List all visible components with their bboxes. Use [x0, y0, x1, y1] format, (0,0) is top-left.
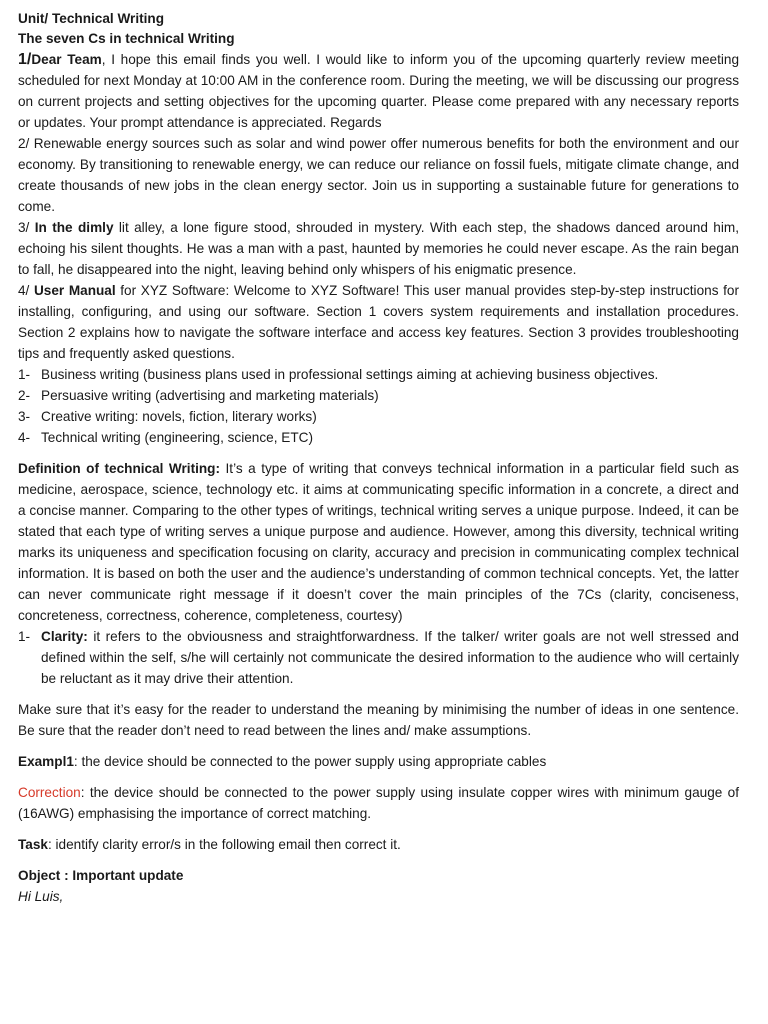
list-number: 2-	[18, 388, 31, 403]
list-text: Persuasive writing (advertising and marketing materials)	[41, 388, 379, 403]
principles-list	[18, 626, 739, 689]
example-number: 1/	[18, 51, 32, 68]
task-text: : identify clarity error/s in the following email then correct it.	[47, 837, 401, 852]
list-item	[18, 364, 739, 385]
email-object	[18, 865, 739, 886]
clarity-label: Clarity:	[41, 629, 88, 644]
example-lead: In the dimly	[34, 220, 114, 235]
example-text: , I hope this email finds you well. I would like to inform you of the upcoming quarterly review meeting scheduled for next Monday at 10:00 AM in the conference room. During the meeting, we will be discussing our progress on current projects and setting objectives for the upcoming quarter. Please come prepared with any necessary reports or updates. Your prompt attendance is appreciated. Regards	[18, 52, 740, 130]
email-object-text: Object : Important update	[18, 868, 184, 883]
list-item	[18, 427, 739, 448]
subtitle: The seven Cs in technical Writing	[18, 31, 235, 46]
correction-paragraph	[18, 782, 739, 824]
writing-types-list	[18, 364, 739, 448]
example-text: Renewable energy sources such as solar and wind power offer numerous benefits for both the environment and our economy. By transitioning to renewable energy, we can reduce our reliance on fossil fuels, mitigate climate change, and create thousands of new jobs in the clean energy sector. Join us in supporting a sustainable future for generations to come.	[18, 136, 739, 214]
example1-text: : the device should be connected to the power supply using appropriate cables	[73, 754, 547, 769]
list-item	[18, 406, 739, 427]
correction-text: : the device should be connected to the power supply using insulate copper wires with minimum gauge of (16AWG) emphasising the importance of correct matching.	[18, 785, 739, 821]
list-number: 1-	[18, 367, 31, 382]
list-item-clarity	[18, 626, 739, 689]
example-number: 4/	[18, 283, 34, 298]
example-lead: Dear Team	[31, 52, 102, 67]
example-paragraph-1	[18, 49, 739, 133]
example-number: 3/	[18, 220, 35, 235]
correction-label: Correction	[18, 785, 81, 800]
list-text: Technical writing (engineering, science, ETC)	[41, 430, 313, 445]
unit-title: Unit/ Technical Writing	[18, 11, 165, 26]
clarity-text: it refers to the obviousness and straightforwardness. If the talker/ writer goals are not well stressed and defined within the self, s/he will certainly not communicate the desired information to the audience who will certainly be reluctant as it may drive their attention.	[41, 629, 739, 686]
example-lead: User Manual	[33, 283, 116, 298]
advice-paragraph: Make sure that it’s easy for the reader to understand the meaning by minimising the number of ideas in one sentence. Be sure that the reader don’t need to read between the lines and/ make assumptions.	[18, 702, 739, 738]
example1-label: Exampl1	[18, 754, 74, 769]
list-number: 3-	[18, 409, 31, 424]
task-paragraph	[18, 834, 739, 855]
email-greeting: Hi Luis,	[18, 889, 64, 904]
document-body	[18, 9, 739, 907]
example-text: lit alley, a lone figure stood, shrouded in mystery. With each step, the shadows danced around him, echoing his silent thoughts. He was a man with a past, haunted by memories he could never escape. As the rain began to fall, he disappeared into the night, leaving behind only whispers of his enigmatic presence.	[18, 220, 739, 277]
definition-label: Definition of technical Writing:	[18, 461, 221, 476]
list-item	[18, 385, 739, 406]
list-text: Creative writing: novels, fiction, literary works)	[41, 409, 317, 424]
list-text: Business writing (business plans used in professional settings aiming at achieving business objectives.	[41, 367, 659, 382]
definition-text: It’s a type of writing that conveys technical information in a particular field such as medicine, aerospace, science, technology etc. it aims at communicating specific information in a concrete, a direct and a concise manner. Comparing to the other types of writings, technical writing serves a unique purpose. Indeed, it can be stated that each type of writing serves a unique purpose and audience. However, among this diversity, technical writing marks its uniqueness and specification focusing on clarity, accuracy and precision in communicating complex technical information. It is based on both the user and the audience’s understanding of common technical concepts. Yet, the latter can never communicate right message if it doesn’t cover the main principles of the 7Cs (clarity, conciseness, concreteness, correctness, coherence, completeness, courtesy)	[18, 461, 739, 623]
task-label: Task	[18, 837, 48, 852]
example-paragraph-4	[18, 280, 739, 364]
example-text: for XYZ Software: Welcome to XYZ Software! This user manual provides step-by-step instructions for installing, configuring, and using our software. Section 1 covers system requirements and installation procedures. Section 2 explains how to navigate the software interface and access key features. Section 3 provides troubleshooting tips and frequently asked questions.	[18, 283, 739, 361]
definition-paragraph	[18, 458, 739, 626]
list-number: 4-	[18, 430, 31, 445]
example1-paragraph	[18, 751, 739, 772]
example-paragraph-2	[18, 133, 739, 217]
example-paragraph-3	[18, 217, 739, 280]
example-number: 2/	[18, 136, 30, 151]
list-number: 1-	[18, 629, 31, 644]
